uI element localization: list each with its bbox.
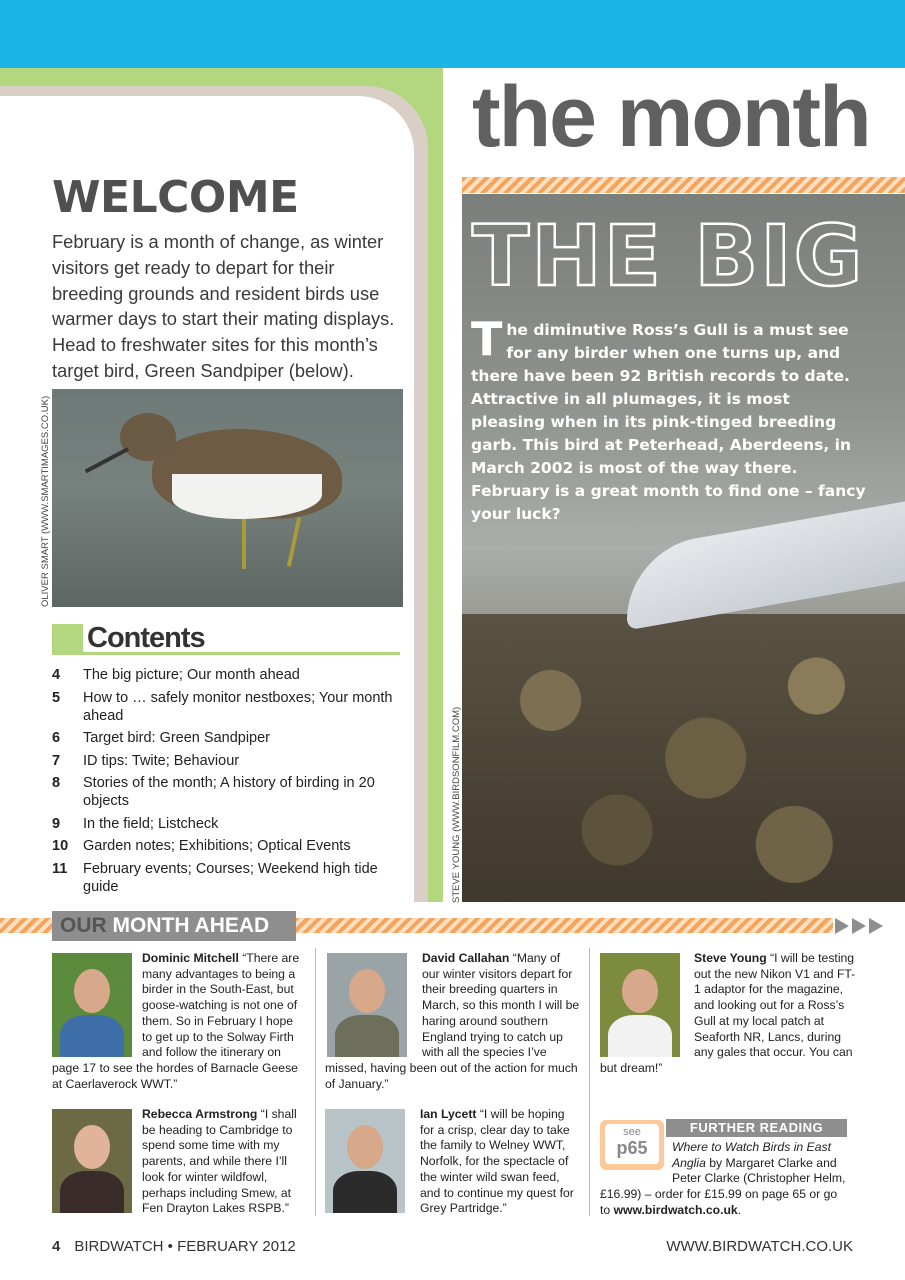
avatar-body [608, 1015, 672, 1057]
big-picture-intro [471, 312, 866, 526]
page-ref: p65 [616, 1138, 648, 1158]
avatar-body [60, 1015, 124, 1057]
contents-item [52, 689, 404, 725]
avatar-head [349, 969, 385, 1013]
avatar [52, 1109, 132, 1213]
contributor-dominic [52, 951, 306, 1092]
sentence-end: . [737, 1202, 742, 1217]
stripe-divider [462, 177, 905, 193]
sandpiper-beak [85, 447, 129, 473]
contents-page-number: 6 [52, 730, 61, 746]
contents-item-text: The big picture; Our month ahead [83, 667, 300, 683]
footer-left [52, 1238, 296, 1255]
book-authors: by Margaret Clarke and Peter Clarke (Christopher Helm, [672, 1155, 846, 1186]
arrow-icons [835, 918, 886, 939]
footer-website[interactable]: WWW.BIRDWATCH.CO.UK [666, 1238, 853, 1255]
month-ahead-label-b: MONTH AHEAD [112, 914, 270, 937]
contributor-quote: “Many of our winter visitors depart for their breeding quarters in March, so this month I will be haring around southern England trying to catch up with all the species I’ve missed, having been out of the action for much of January.” [325, 951, 580, 1091]
see-label: see [623, 1126, 641, 1138]
column-divider [589, 948, 590, 1216]
further-reading-book-line [600, 1140, 850, 1187]
contents-item [52, 860, 404, 896]
contents-item-text: ID tips: Twite; Behaviour [83, 752, 240, 769]
drop-cap: T [471, 312, 503, 366]
sandpiper-photo [52, 389, 403, 607]
contents-heading [52, 623, 400, 655]
big-picture-photo [462, 194, 905, 902]
contents-page-number: 10 [52, 838, 69, 854]
sandpiper-leg [287, 517, 301, 567]
contributor-name: Dominic Mitchell [142, 951, 239, 965]
contents-item [52, 729, 404, 747]
website-link[interactable]: www.birdwatch.co.uk [613, 1202, 738, 1217]
contents-item-text: Garden notes; Exhibitions; Optical Events [83, 838, 351, 854]
contents-page-number: 4 [52, 667, 61, 683]
contents-item-text: In the field; Listcheck [83, 815, 219, 832]
play-arrow-icon [835, 918, 849, 934]
big-picture-credit: STEVE YOUNG (WWW.BIRDSONFILM.COM) [451, 706, 462, 903]
big-picture-intro-text: he diminutive Ross’s Gull is a must see for any birder when one turns up, and there have been 92 British records to date. Attractive in all plumages, it is most pleasing when in its pink-tinged breeding garb. This bird at Peterhead, Aberdeens, in March 2002 is most of the way there. February is a great month to find one – fancy your luck? [471, 321, 866, 523]
contributor-steve [600, 951, 858, 1077]
contributor-quote: “I shall be heading to Cambridge to spend some time with my parents, and while there I’ll look for winter wildfowl, perhaps including Smew, at Fen Drayton Lakes RSPB.” [142, 1107, 297, 1216]
sandpiper-leg [242, 519, 246, 569]
contents-item [52, 666, 404, 684]
contents-item [52, 815, 404, 833]
avatar-head [74, 969, 110, 1013]
month-ahead-label-a: OUR [60, 914, 107, 937]
avatar-body [335, 1015, 399, 1057]
contributor-name: Ian Lycett [420, 1107, 477, 1121]
play-arrow-icon [852, 918, 866, 934]
contents-title: Contents [87, 622, 205, 654]
book-price: £16.99) – order for £15.99 on page 65 or go to [600, 1187, 838, 1217]
contributor-name: Steve Young [694, 951, 767, 965]
welcome-body: February is a month of change, as winter visitors get ready to depart for their breeding grounds and resident birds use warmer days to start their mating displays. Head to freshwater sites for this month’s target bird, Green Sandpiper (below). [52, 231, 395, 381]
contributor-name: David Callahan [422, 951, 510, 965]
contents-page-number: 5 [52, 689, 61, 706]
top-color-band [0, 0, 905, 68]
contents-page-number: 8 [52, 775, 61, 791]
avatar-head [622, 969, 658, 1013]
contributor-ian [325, 1107, 580, 1217]
avatar-body [60, 1171, 124, 1213]
book-title: Where to Watch Birds in East Anglia [672, 1140, 831, 1170]
seaweed-background [462, 614, 905, 902]
avatar [600, 953, 680, 1057]
contents-item-text: Stories of the month; A history of birding in 20 objects [83, 775, 375, 809]
page-title: the month [472, 69, 870, 165]
contents-item-text: February events; Courses; Weekend high tide guide [83, 860, 378, 895]
column-divider [315, 948, 316, 1216]
avatar [325, 1109, 405, 1213]
contributor-david [325, 951, 580, 1092]
contents-item-text: Target bird: Green Sandpiper [83, 730, 270, 746]
contents-item-text: How to … safely monitor nestboxes; Your month ahead [83, 689, 393, 724]
contributor-quote: “There are many advantages to being a birder in the South-East, but goose-watching is not one of them. So in February I hope to get up to the Solway Firth and follow the itinerary on page 17 to see the hordes of Barnacle Geese at Caerlaverock WWT.” [52, 951, 300, 1091]
contents-item [52, 752, 404, 770]
month-ahead-label [52, 911, 296, 941]
welcome-photo-credit: OLIVER SMART (WWW.SMARTIMAGES.CO.UK) [40, 395, 51, 607]
contents-item [52, 837, 404, 855]
contents-page-number: 9 [52, 815, 61, 832]
avatar-head [74, 1125, 110, 1169]
play-arrow-icon [869, 918, 883, 934]
contributor-rebecca [52, 1107, 306, 1217]
contents-page-number: 7 [52, 752, 61, 769]
contents-page-number: 11 [52, 860, 68, 877]
contents-list [52, 666, 404, 900]
contents-item [52, 774, 404, 810]
avatar [52, 953, 132, 1057]
contents-square [52, 624, 83, 653]
page-number: 4 [52, 1238, 61, 1255]
avatar [327, 953, 407, 1057]
footer-publication: BIRDWATCH • FEBRUARY 2012 [74, 1238, 296, 1255]
avatar-head [347, 1125, 383, 1169]
welcome-title: WELCOME [52, 172, 299, 223]
sandpiper-head [120, 413, 176, 461]
contributor-name: Rebecca Armstrong [142, 1107, 258, 1121]
further-reading-title: FURTHER READING [666, 1119, 847, 1137]
big-picture-heading: THE BIG [472, 207, 865, 305]
contributor-quote: “I will be hoping for a crisp, clear day to take the family to Welney WWT, Norfolk, for the spectacle of the winter wild swan feed, and to continue my quest for Grey Partridge.” [420, 1107, 574, 1216]
further-reading-body [600, 1140, 850, 1219]
contributor-quote: “I will be testing out the new Nikon V1 and FT-1 adaptor for the magazine, and looking out for a Ross’s Gull at my local patch at Seaforth NR, Lancs, during any gales that occur. You can but dream!” [600, 951, 856, 1075]
avatar-body [333, 1171, 397, 1213]
